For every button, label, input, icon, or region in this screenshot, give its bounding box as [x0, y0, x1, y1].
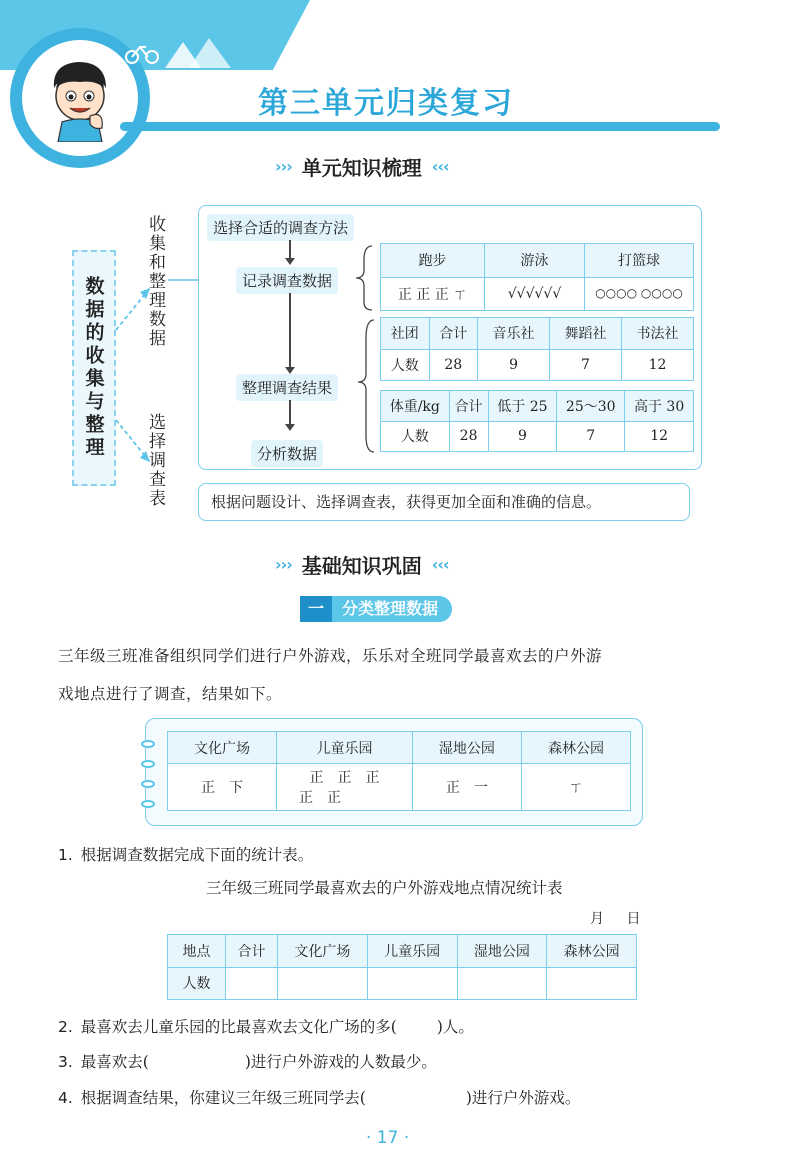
survey-tally-line: 正 正: [299, 790, 342, 806]
page-number: · 17 ·: [366, 1128, 410, 1148]
stat-table-header: 文化广场: [278, 935, 368, 968]
survey-tally-cell: 正 下: [168, 764, 277, 811]
club-table: [380, 317, 694, 381]
question-number: 2.: [58, 1018, 73, 1036]
flow-arrow: [285, 424, 295, 431]
flow-line: [289, 240, 291, 260]
chevrons-right-icon: ›››: [275, 555, 292, 574]
stat-table-answer-cell[interactable]: [367, 967, 457, 1000]
stat-table-header: 合计: [226, 935, 278, 968]
flow-arrow: [285, 367, 295, 374]
weight-table-cell: 7: [557, 421, 625, 452]
section-heading-1: [275, 152, 449, 181]
subsection-badge: [300, 596, 452, 622]
weight-table: [380, 390, 694, 452]
weight-table-cell: 28: [449, 421, 488, 452]
survey-tally-cell: [277, 764, 413, 811]
notebook-ring-icon: [141, 800, 155, 808]
stat-table-answer-cell[interactable]: [278, 967, 368, 1000]
club-table-cell: 28: [429, 349, 478, 381]
club-table-cell: 9: [478, 349, 550, 381]
stat-table-header: 森林公园: [547, 935, 637, 968]
club-table-header: 音乐社: [478, 318, 550, 350]
flow-line: [289, 400, 291, 426]
stat-table-answer-cell[interactable]: [547, 967, 637, 1000]
notebook-ring-icon: [141, 780, 155, 788]
record-table-header: 打篮球: [585, 244, 694, 278]
subsection-label: 分类整理数据: [332, 596, 452, 622]
stat-table: [167, 934, 637, 1000]
question-text: )人。: [436, 1018, 474, 1036]
branch-collect-organize: 收集和整理数据: [145, 215, 165, 348]
section-heading-1-label: 单元知识梳理: [301, 156, 422, 180]
stat-table-answer-cell[interactable]: [457, 967, 547, 1000]
question-2: [58, 1015, 474, 1037]
survey-tally-cell: ㄒ: [521, 764, 630, 811]
question-text: 根据调查数据完成下面的统计表。: [80, 846, 314, 864]
step-analyze-data: 分析数据: [251, 440, 323, 467]
subsection-number: 一: [300, 596, 332, 622]
stat-table-header: 地点: [168, 935, 226, 968]
chevrons-left-icon: ‹‹‹: [431, 555, 449, 574]
survey-tally-cell: 正 一: [412, 764, 521, 811]
bicycle-icon: [124, 40, 160, 64]
mountains-icon: [165, 38, 235, 68]
question-number: 1.: [58, 846, 73, 864]
weight-table-cell: 人数: [381, 421, 450, 452]
step-record-data: 记录调查数据: [236, 267, 338, 294]
question-3: [58, 1050, 437, 1072]
record-table: [380, 243, 694, 311]
notebook-ring-icon: [141, 760, 155, 768]
weight-table-cell: 12: [625, 421, 694, 452]
weight-table-header: 体重/kg: [381, 391, 450, 422]
stat-table-header: 湿地公园: [457, 935, 547, 968]
record-table-header: 游泳: [485, 244, 585, 278]
chevrons-right-icon: ›››: [275, 157, 292, 176]
mascot-boy-icon: [40, 58, 120, 142]
club-table-header: 书法社: [622, 318, 694, 350]
choose-table-note: 根据问题设计、选择调查表，获得更加全面和准确的信息。: [198, 483, 690, 521]
survey-table: [167, 731, 631, 811]
club-table-header: 舞蹈社: [550, 318, 622, 350]
intro-line-2: 戏地点进行了调查，结果如下。: [58, 685, 283, 703]
topic-banner-text: 数据的收集与整理: [82, 276, 105, 460]
stat-table-row-label: 人数: [168, 967, 226, 1000]
question-text: 根据调查结果，你建议三年级三班同学去(: [80, 1089, 366, 1107]
flow-line: [289, 293, 291, 369]
section-heading-2: [275, 550, 449, 579]
record-table-cell: 正 正 正 ㄒ: [381, 277, 485, 311]
stat-table-answer-cell[interactable]: [226, 967, 278, 1000]
stat-table-date: 月 日: [590, 911, 641, 927]
club-table-cell: 7: [550, 349, 622, 381]
branch-choose-table: 选择调查表: [145, 413, 165, 508]
record-table-cell: √√√√√√: [485, 277, 585, 311]
step-choose-method: 选择合适的调查方法: [207, 214, 354, 241]
question-text: )进行户外游戏的人数最少。: [244, 1053, 437, 1071]
survey-table-header: 文化广场: [168, 732, 277, 764]
question-1: [58, 843, 313, 865]
question-4: [58, 1086, 580, 1108]
intro-paragraph: [58, 637, 738, 713]
weight-table-header: 合计: [449, 391, 488, 422]
survey-table-header: 儿童乐园: [277, 732, 413, 764]
club-table-header: 合计: [429, 318, 478, 350]
notebook-ring-icon: [141, 740, 155, 748]
question-number: 3.: [58, 1053, 73, 1071]
record-table-header: 跑步: [381, 244, 485, 278]
weight-table-header: 25～30: [557, 391, 625, 422]
weight-table-header: 低于 25: [488, 391, 557, 422]
weight-table-header: 高于 30: [625, 391, 694, 422]
flow-arrow: [285, 258, 295, 265]
header-underline: [120, 122, 720, 131]
step-organize-results: 整理调查结果: [236, 374, 338, 401]
brace-marks: [354, 240, 380, 460]
chevrons-left-icon: ‹‹‹: [431, 157, 449, 176]
stat-table-title: 三年级三班同学最喜欢去的户外游戏地点情况统计表: [206, 879, 563, 897]
question-text: 最喜欢去(: [80, 1053, 149, 1071]
question-text: )进行户外游戏。: [465, 1089, 581, 1107]
question-text: 最喜欢去儿童乐园的比最喜欢去文化广场的多(: [80, 1018, 397, 1036]
intro-line-1: 三年级三班准备组织同学们进行户外游戏，乐乐对全班同学最喜欢去的户外游: [58, 647, 603, 665]
question-number: 4.: [58, 1089, 73, 1107]
page-title: 第三单元归类复习: [258, 86, 514, 121]
survey-tally-line: 正 正 正: [309, 770, 380, 786]
survey-table-header: 湿地公园: [412, 732, 521, 764]
record-table-cell: ○○○○ ○○○○: [585, 277, 694, 311]
club-table-header: 社团: [381, 318, 430, 350]
club-table-cell: 12: [622, 349, 694, 381]
stat-table-header: 儿童乐园: [367, 935, 457, 968]
survey-table-header: 森林公园: [521, 732, 630, 764]
club-table-cell: 人数: [381, 349, 430, 381]
weight-table-cell: 9: [488, 421, 557, 452]
section-heading-2-label: 基础知识巩固: [301, 554, 422, 578]
